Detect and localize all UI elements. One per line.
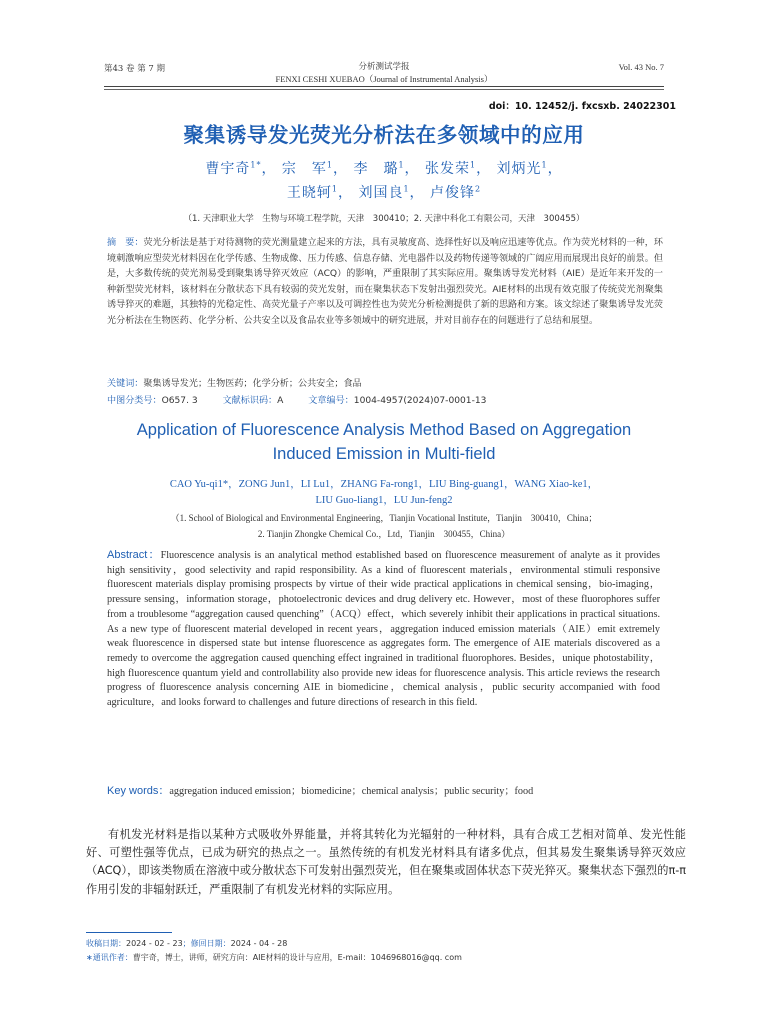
affiliation-en-line1: （1. School of Biological and Environmental Engineering，Tianjin Vocational Institute，Tianjin 300410，China； [170, 513, 598, 523]
abstract-en-label: Abstract： [107, 549, 161, 561]
revised-date: 2024 - 04 - 28 [230, 939, 288, 948]
keywords-en-text: aggregation induced emission；biomedicine；chemical analysis；public security；food [169, 786, 534, 797]
author-cn: 刘国良 [358, 185, 404, 201]
authors-cn-line1: 曹宇奇$^{1*}$， 宗 军$^1$， 李 璐$^1$， 张发荣$^1$， 刘炳光$^1$， [205, 160, 563, 177]
classification-cn [107, 393, 486, 406]
title-en-line1: Application of Fluorescence Analysis Method Based on Aggregation [136, 421, 632, 439]
article-no-value: 1004-4957(2024)07-0001-13 [353, 396, 487, 406]
abstract-en [107, 548, 660, 711]
keywords-en-label: Key words： [107, 785, 170, 797]
affiliation-en-line2: 2. Tianjin Zhongke Chemical Co.，Ltd，Tianjin 300455，China） [257, 529, 511, 539]
abstract-cn-text: 荧光分析法是基于对待测物的荧光测量建立起来的方法，具有灵敏度高、选择性好以及响应迅速等优点。作为荧光材料的一种，环境刺激响应型荧光材料因在化学传感、生物成像、压力传感、信息存储、光电器件以及药物传递等领域的广阔应用而展现出良好的前景。但是，大多数传统的荧光剂易受到聚集诱导猝灭效应（ACQ）的影响，严重限制了其实际应用。聚集诱导发光材料（AIE）是近年来开发的一种新型荧光材料，该材料在分散状态下具有较弱的荧光发射，而在聚集状态下发射出强烈荧光。AIE材料的出现有效克服了传统荧光剂聚集诱导猝灭的难题，其独特的光稳定性、高荧光量子产率以及可调控性也为荧光分析检测提供了新的思路和方案。该文综述了聚集诱导发光荧光分析法在生物医药、化学分析、公共安全以及食品农业等多领域中的研究进展，并对目前存在的问题进行了总结和展望。 [107, 238, 663, 326]
footnote-author [86, 952, 462, 963]
author-cn: 曹宇奇 [205, 161, 251, 177]
abstract-en-text: Fluorescence analysis is an analytical method established based on fluorescence measurement of analyte as it provides high sensitivity，good selectivity and rapid responsibility. As a kind of fluorescent materials，environmental stimuli responsive fluorescent materials display promising prospects by virtue of their wide practical applications in chemical sensing，bio-imaging，pressure sensing，information storage，photoelectronic devices and drug delivery etc. However，most of these fluorophores suffer from a troublesome “aggregation caused quenching”（ACQ）effect，which severely inhibit their applications in practical situations. As a new type of fluorescent material developed in recent years，aggregation induced emission materials（AIE）emit extremely weak fluorescence in dispersed state but intense fluorescence as aggregates form. The emergence of AIE materials discovered as a remedy to overcome the aggregation caused quenching effect ingrained in traditional fluorophores. Besides，unique photostability，high fluorescence quantum yield and controllability also provide new ideas for fluorescence analysis. This article reviews the research progress of fluorescence analysis concerning AIE in biomedicine，chemical analysis，public security accompanied with food agriculture，and looks forward to challenges and future directions of research in this field. [107, 550, 660, 709]
doc-code-label: 文献标识码： [222, 396, 278, 406]
body-paragraph: 有机发光材料是指以某种方式吸收外界能量，并将其转化为光辐射的一种材料，具有合成工艺相对简单、发光性能好、可塑性强等优点，已成为研究的热点之一。虽然传统的有机发光材料具有诸多优点，但其易发生聚集诱导猝灭效应（ACQ），即该类物质在溶液中或分散状态下可发射出强烈荧光，但在聚集或固体状态下荧光猝灭。聚集状态下强烈的π-π作用引发的非辐射跃迁，严重限制了有机发光材料的实际应用。 [86, 828, 686, 896]
keywords-cn [107, 376, 362, 389]
header-volume-issue: 第43 卷 第 7 期 [104, 64, 166, 74]
header-journal-cn: 分析测试学报 [358, 62, 410, 72]
author-cn: 宗 军 [281, 161, 327, 177]
author-cn: 张发荣 [425, 161, 470, 177]
revised-label: ；修回日期： [182, 939, 231, 948]
doi: doi：10. 12452/j. fxcsxb. 24022301 [488, 101, 676, 112]
abstract-cn [107, 236, 663, 330]
affiliation-cn: （1. 天津职业大学 生物与环境工程学院，天津 300410；2. 天津中科化工有限公司，天津 300455） [183, 214, 585, 224]
header-journal-en: FENXI CESHI XUEBAO（Journal of Instrumental Analysis） [275, 74, 493, 84]
doc-code-value: A [277, 396, 284, 406]
header-rule-thin [104, 89, 664, 90]
title-cn: 聚集诱导发光荧光分析法在多领域中的应用 [183, 123, 585, 147]
received-date: 2024 - 02 - 23 [126, 939, 183, 948]
author-cn: 王晓轲 [286, 185, 332, 201]
footnote-rule [86, 932, 172, 933]
footnote-dates [86, 938, 287, 949]
received-label: 收稿日期： [86, 939, 126, 948]
author-cn: 李 璐 [353, 161, 399, 177]
title-en-line2: Induced Emission in Multi-field [272, 445, 496, 463]
authors-cn-line2: 王晓轲$^1$， 刘国良$^1$， 卢俊锋$^2$ [286, 184, 482, 201]
article-no-label: 文章编号： [308, 396, 354, 406]
keywords-cn-text: 聚集诱导发光；生物医药；化学分析；公共安全；食品 [143, 379, 362, 389]
authors-en-line1: CAO Yu-qi1*，ZONG Jun1，LI Lu1，ZHANG Fa-rong1，LIU Bing-guang1，WANG Xiao-ke1， [169, 479, 599, 490]
authors-en-line2: LIU Guo-liang1，LU Jun-feng2 [315, 495, 453, 506]
corresponding-author-label: ∗通讯作者： [86, 953, 133, 962]
keywords-en [107, 784, 660, 800]
clc-label: 中图分类号： [107, 396, 162, 406]
corresponding-author-text: 曹宇奇，博士，讲师，研究方向：AIE材料的设计与应用，E-mail：1046968016@qq. com [132, 953, 462, 962]
author-cn: 刘炳光 [496, 161, 542, 177]
header-vol-no: Vol. 43 No. 7 [618, 62, 664, 72]
abstract-cn-label: 摘 要： [107, 238, 144, 248]
title-en [0, 418, 768, 466]
clc-value: O657. 3 [161, 396, 198, 406]
header-rule [104, 86, 664, 87]
keywords-cn-label: 关键词： [107, 379, 144, 389]
author-cn: 卢俊锋 [430, 185, 475, 201]
